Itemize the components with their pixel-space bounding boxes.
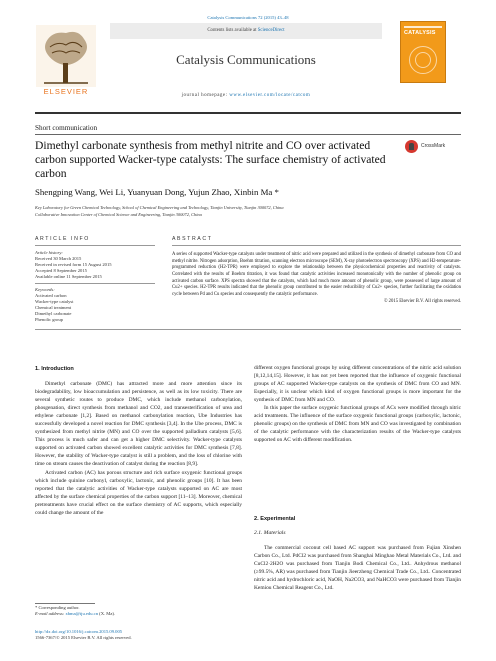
left-column	[35, 380, 242, 517]
header-divider	[35, 112, 461, 114]
keywords-label: Keywords:	[35, 286, 55, 292]
article-type: Short communication	[35, 124, 98, 132]
email-suffix: (X. Ma).	[98, 611, 116, 617]
publication-info	[35, 629, 255, 641]
abstract-divider	[172, 245, 461, 246]
cover-graphic-inner	[415, 52, 431, 68]
contents-bar	[110, 23, 382, 39]
homepage-prefix: journal homepage:	[181, 93, 230, 98]
history-item: Available online 11 September 2015	[35, 274, 102, 280]
body-paragraph: The commercial coconut cell based AC support was purchased from Fujian Xinshen Carbon Co., Ltd. PdCl2 was purchased from Shanghai Minghao Metal Materials Co., Ltd. and CuCl2·2H2O was purchased from Tianjin Bodi Chemical Co., Ltd.. Anhydrous methanol (≥99.5%, AR) was purchased from Tianjin Jieerzheng Chemical Trade Co., Ltd.. Concentrated nitric acid and hydrochloric acid, NaOH, Na2CO3, and NaHCO3 were purchased from Tianjin Kemiou Chemical Reagent Co., Ltd.	[254, 545, 461, 592]
article-info-heading: ARTICLE INFO	[35, 236, 90, 242]
doi-link[interactable]: http://dx.doi.org/10.1016/j.catcom.2015.09.005	[35, 629, 123, 634]
materials-heading: 2.1. Materials	[254, 530, 286, 536]
email-prefix: E-mail address:	[35, 611, 66, 617]
abstract-copyright: © 2015 Elsevier B.V. All rights reserved.	[383, 298, 461, 304]
journal-homepage	[110, 93, 382, 98]
introduction-heading: 1. Introduction	[35, 366, 74, 372]
email-note	[35, 611, 235, 617]
abstract-text: A series of supported Wacker-type catalysts under treatment of nitric acid were prepared and utilized in the synthesis of dimethyl carbonate from CO and methyl nitrite. Nitrogen adsorption, Boehm titration, scanning electron microscope (SEM), X-ray photoelectron spectroscopy (XPS) and H2-temperature-programmed reduction (H2-TPR) were employed to explore the relationship between the physicochemical properties and reactivity of catalysts. Correlated with the results of Boehm titration, it was found that catalytic activities increased monotonically with the number of phenolic group on activated carbon surface. XPS spectra showed that the catalysts, which had much more amount of phenolic group, were possessed of large amount of Cu2+ species. H2-TPR results indicated that the phenolic group contributed to the easier reducibility of Cu2+ species, further facilitating the oxidation cycle between Pd and Cu species and consequently the catalytic performance.	[172, 252, 461, 297]
keywords-divider	[35, 283, 155, 284]
body-paragraph: different oxygen functional groups by using different concentrations of the nitric acid solution [8,12,14,15]. However, it has not yet been reported that the influence of oxygenic functional groups of AC supported Wacker-type catalysts on the synthesis of DMC from CO and MN. Especially, it is unclear which kind of oxygen functional groups is more important for the synthesis of DMC from MN and CO.	[254, 365, 461, 404]
corresponding-author-note: * Corresponding author.	[35, 605, 80, 610]
elsevier-wordmark: ELSEVIER	[43, 87, 89, 96]
crossmark-label: CrossMark	[421, 143, 446, 149]
experimental-heading: 2. Experimental	[254, 516, 296, 522]
history-label: Article history:	[35, 250, 63, 255]
body-paragraph: Dimethyl carbonate (DMC) has attracted more and more attention since its biodegradability, low bioaccumulation and persistence, as well as its low toxicity. There are several synthetic routes to produce DMC, which include methanol carbonylation, phosgenation, direct synthesis from methanol and CO2, and transesterification of urea and ethylene carbonate [1,2]. Based on methanol carbonylation reaction, Ube Industries has successfully developed a novel reaction for DMC synthesis [3,4]. In the Ube process, DMC is synthesized from methyl nitrite (MN) and CO over the supported palladium catalysts [5,6]. This process is much safer and can get a higher DMC selectivity. Wacker-type catalysts supported on activated carbon showed excellent catalytic activities for DMC synthesis [7,8]. However, the stability of Wacker-type catalyst is still a problem, and the loss of chlorine with time on stream causes the deactivation of catalyst during the reaction [8,9].	[35, 381, 242, 468]
keyword: Dimethyl carbonate	[35, 311, 72, 317]
article-title: Dimethyl carbonate synthesis from methyl nitrite and CO over activated carbon supported Wacker-type catalysts: The surface chemistry of activated carbon	[35, 139, 386, 180]
right-column	[254, 364, 461, 444]
affiliation-1: Key Laboratory for Green Chemical Technology, School of Chemical Engineering and Technology, Tianjin University, Tianjin 300072, China	[35, 205, 284, 210]
history-item: Accepted 8 September 2015	[35, 268, 87, 274]
abstract-body	[172, 252, 461, 305]
body-paragraph: Activated carbon (AC) has porous structure and rich surface oxygenic functional groups which include quinine carbonyl, carboxylic, lactonic, and phenolic groups [10]. It has been reported that the catalytic activities of Wacker-type catalysts supported on AC are most affected by the surface chemical properties of the carbon support [11–13]. Moreover, chemical pretreatments have crucial effect on the surface chemistry of AC supports, which especially could change the amount of the	[35, 469, 242, 516]
cover-bar	[404, 26, 442, 28]
history-item: Received in revised form 15 August 2015	[35, 262, 112, 268]
crossmark-icon	[405, 140, 418, 153]
affiliation-2: Collaborative Innovation Center of Chemical Science and Engineering, Tianjin 300072, China	[35, 212, 202, 217]
footnote-divider	[35, 603, 95, 604]
keyword: Wacker-type catalyst	[35, 299, 74, 305]
journal-cover-thumbnail[interactable]	[400, 21, 446, 83]
keyword: Phenolic group	[35, 317, 63, 323]
abstract-heading: ABSTRACT	[172, 236, 213, 242]
keyword: Chemical treatment	[35, 305, 72, 311]
homepage-link[interactable]: www.elsevier.com/locate/catcom	[229, 93, 311, 98]
footnotes	[35, 605, 235, 617]
history-item: Received 30 March 2015	[35, 256, 82, 262]
author-list[interactable]: Shengping Wang, Wei Li, Yuanyuan Dong, Yujun Zhao, Xinbin Ma *	[35, 187, 279, 197]
keyword: Activated carbon	[35, 293, 67, 299]
materials-section	[254, 544, 461, 592]
article-info	[35, 250, 155, 324]
journal-citation[interactable]: Catalysis Communications 72 (2015) 43–48	[207, 15, 289, 20]
info-divider	[35, 245, 155, 246]
sciencedirect-link[interactable]: ScienceDirect	[257, 28, 285, 33]
type-divider	[35, 134, 461, 135]
cover-title: CATALYSIS	[404, 30, 436, 36]
journal-name: Catalysis Communications	[176, 52, 316, 67]
issn-line: 1566-7367/© 2015 Elsevier B.V. All rights reserved.	[35, 635, 132, 641]
contents-prefix: Contents lists available at	[207, 28, 258, 33]
crossmark-button[interactable]	[405, 140, 460, 154]
abstract-bottom-divider	[35, 329, 461, 330]
body-paragraph: In this paper the surface oxygenic functional groups of ACs were modified through nitric acid treatments. The influence of the surface oxygenic functional groups (carboxylic, lactonic, phenolic groups) on the synthesis of DMC from MN and CO was investigated by combination of the catalytic performance with the characterization results of the Wacker-type catalysts supported on AC with different modification.	[254, 405, 461, 444]
email-link[interactable]: xbma@tju.edu.cn	[65, 611, 99, 617]
journal-header	[43, 23, 444, 103]
elsevier-tree-logo	[36, 25, 96, 87]
